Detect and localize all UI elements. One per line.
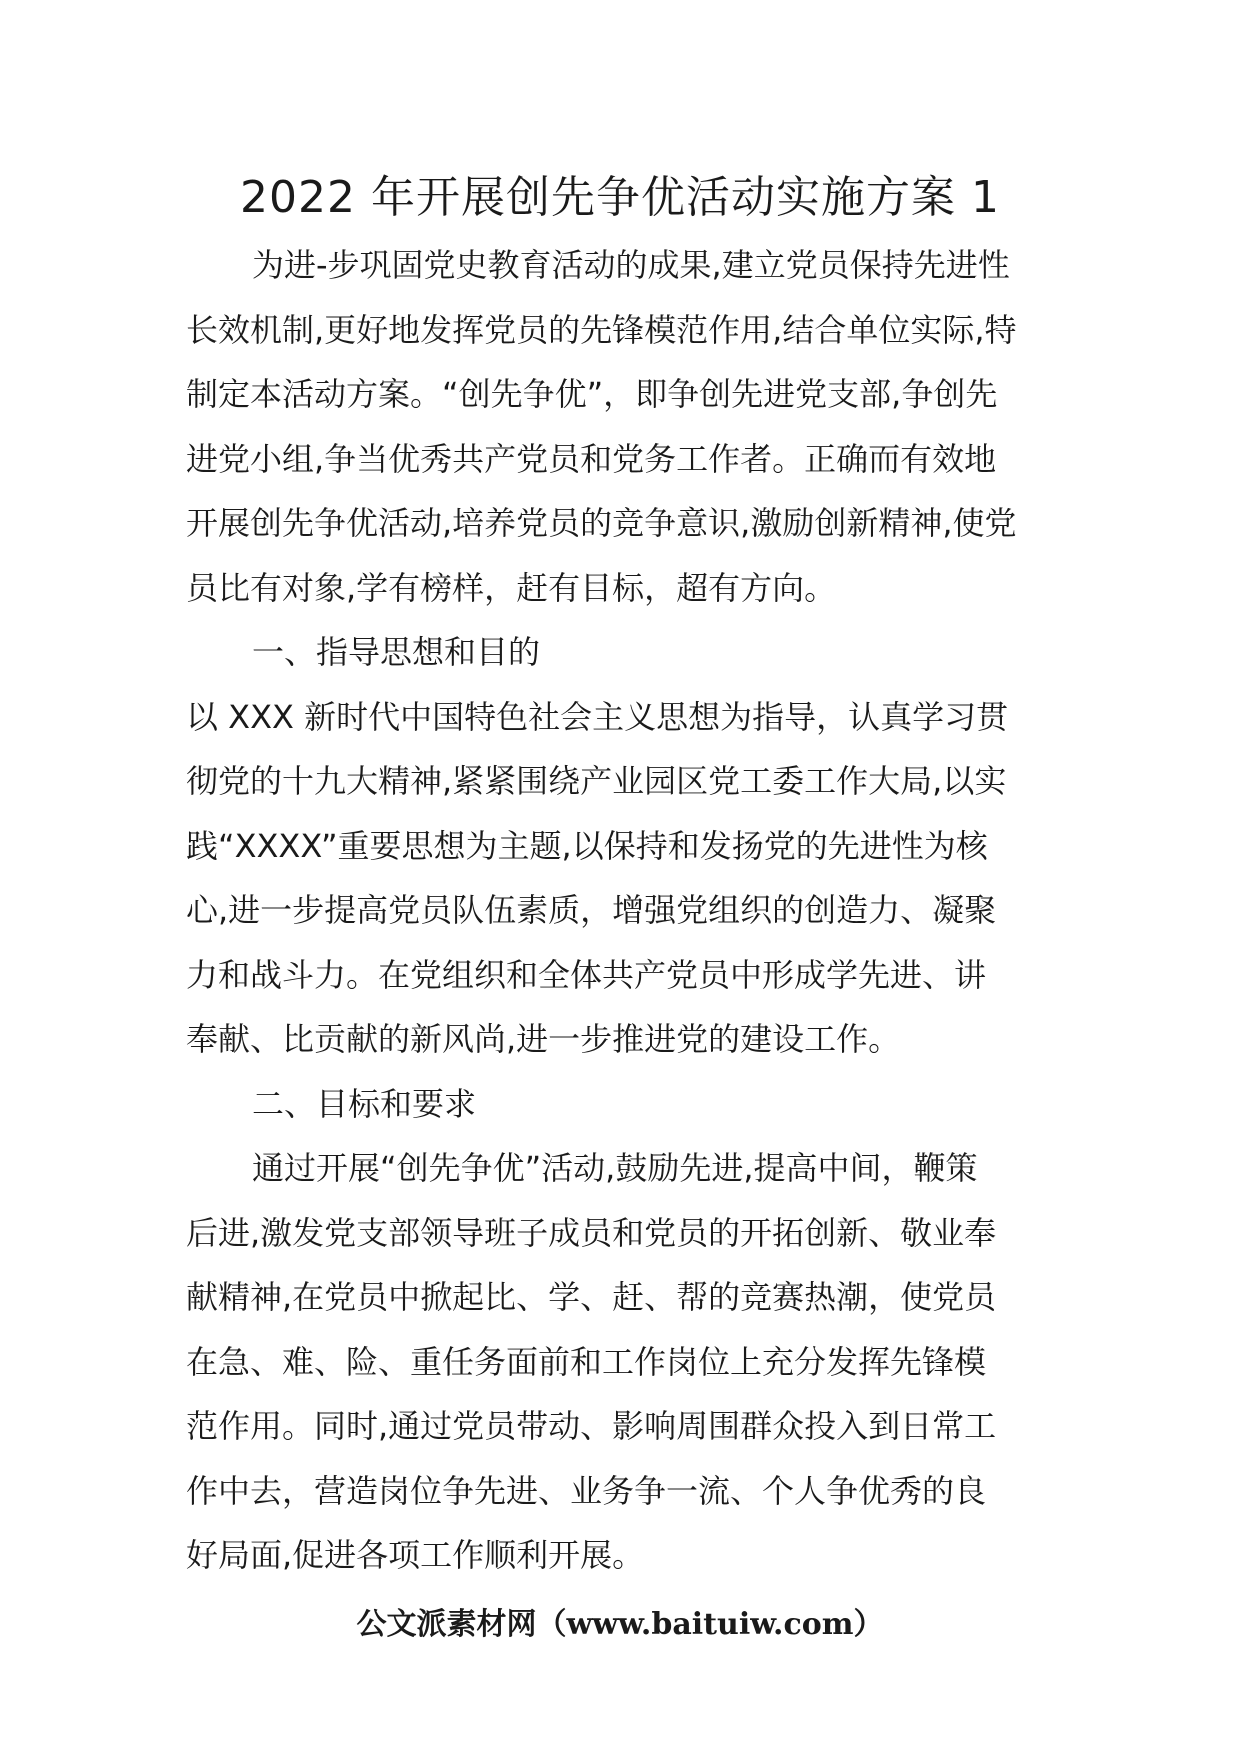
text-line: 献精神,在党员中掀起比、学、赶、帮的竞赛热潮，使党员 <box>186 1278 997 1316</box>
text-line: 以 XXX 新时代中国特色社会主义思想为指导，认真学习贯 <box>186 697 1009 736</box>
text-line: 开展创先争优活动,培养党员的竞争意识,激励创新精神,使党 <box>186 504 1017 542</box>
paragraph-first-line: 二、目标和要求 <box>252 1084 477 1123</box>
text-line: 后进,激发党支部领导班子成员和党员的开拓创新、敬业奉 <box>186 1213 997 1252</box>
text-line: 奉献、比贡献的新风尚,进一步推进党的建设工作。 <box>186 1020 901 1058</box>
text-line: 力和战斗力。在党组织和全体共产党员中形成学先进、讲 <box>186 955 987 994</box>
paragraph-first-line: 一、指导思想和目的 <box>252 633 541 671</box>
text-line: 制定本活动方案。“创先争优”，即争创先进党支部,争创先 <box>186 375 998 413</box>
text-line: 长效机制,更好地发挥党员的先锋模范作用,结合单位实际,特 <box>186 310 1017 349</box>
text-line: 彻党的十九大精神,紧紧围绕产业园区党工委工作大局,以实 <box>186 762 1007 800</box>
paragraph-first-line: 通过开展“创先争优”活动,鼓励先进,提高中间，鞭策 <box>252 1149 978 1187</box>
text-line: 心,进一步提高党员队伍素质，增强党组织的创造力、凝聚 <box>186 891 997 929</box>
text-line: 员比有对象,学有榜样，赶有目标，超有方向。 <box>186 568 837 607</box>
text-line: 范作用。同时,通过党员带动、影响周围群众投入到日常工 <box>186 1407 997 1445</box>
text-line: 践“XXXX”重要思想为主题,以保持和发扬党的先进性为核 <box>186 826 988 865</box>
text-line: 进党小组,争当优秀共产党员和党务工作者。正确而有效地 <box>186 439 997 478</box>
watermark-footer: 公文派素材网（www.baituiw.com） <box>356 1607 884 1642</box>
text-line: 在急、难、险、重任务面前和工作岗位上充分发挥先锋模 <box>186 1342 987 1381</box>
document-body <box>186 233 1054 1588</box>
text-line: 好局面,促进各项工作顺利开展。 <box>186 1536 645 1574</box>
text-line: 作中去，营造岗位争先进、业务争一流、个人争优秀的良 <box>186 1471 987 1510</box>
page-title: 2022 年开展创先争优活动实施方案 1 <box>240 172 1000 223</box>
paragraph-first-line: 为进-步巩固党史教育活动的成果,建立党员保持先进性 <box>252 246 1010 284</box>
